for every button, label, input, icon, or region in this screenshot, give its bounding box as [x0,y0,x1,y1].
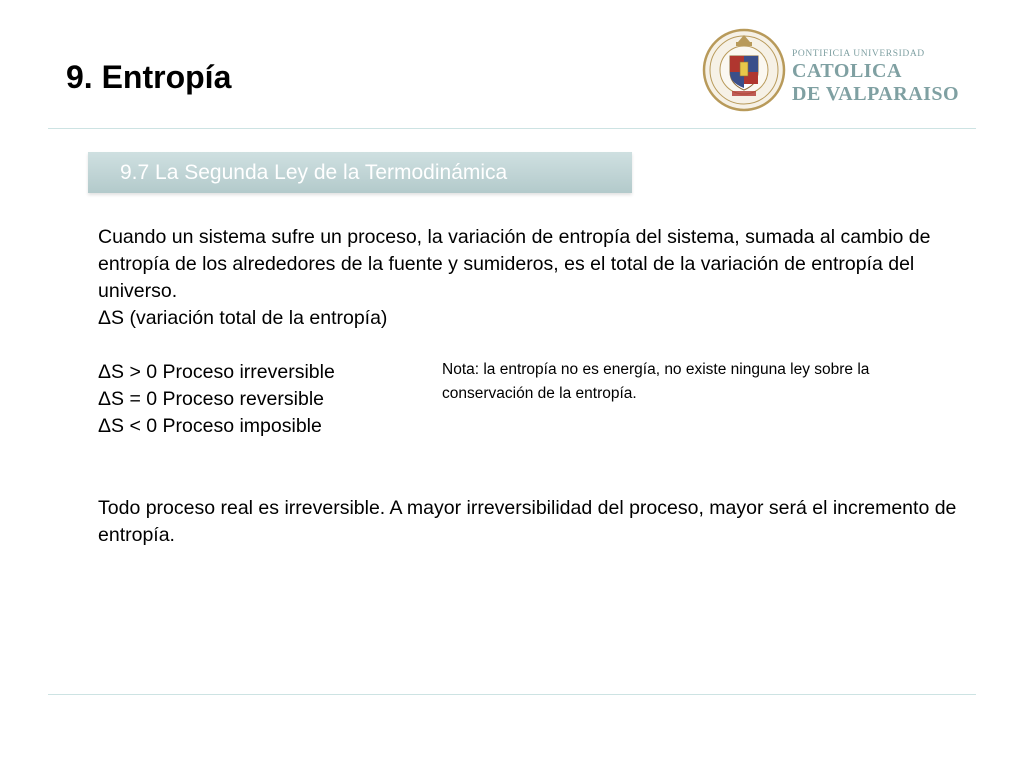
section-title: 9.7 La Segunda Ley de la Termodinámica [120,161,508,184]
logo-line-2: CATOLICA [792,60,902,82]
logo-line-3: DE VALPARAISO [792,83,960,105]
entropy-conditions-list [98,359,335,440]
list-item: ΔS > 0 Proceso irreversible [98,361,335,383]
note-text: Nota: la entropía no es energía, no existe ninguna ley sobre la conservación de la entropía. [442,361,870,402]
header-divider [48,128,976,129]
university-logo [700,24,976,120]
list-item: ΔS < 0 Proceso imposible [98,415,322,437]
paragraph-conclusion: Todo proceso real es irreversible. A mayor irreversibilidad del proceso, mayor será el incremento de entropía. [98,497,957,546]
logo-line-1: PONTIFICIA UNIVERSIDAD [792,49,925,59]
footer-divider [48,694,976,695]
list-item: ΔS = 0 Proceso reversible [98,388,325,410]
section-banner [88,152,632,193]
logo-wordmark [792,48,959,106]
slide-title: 9. Entropía [66,59,232,95]
paragraph-delta-s: ΔS (variación total de la entropía) [98,307,388,329]
university-seal-icon [700,24,788,114]
paragraph-definition: Cuando un sistema sufre un proceso, la variación de entropía del sistema, sumada al cambio de entropía de los alrededores de la fuente y sumideros, es el total de la variación de entropía del universo. [98,226,931,302]
